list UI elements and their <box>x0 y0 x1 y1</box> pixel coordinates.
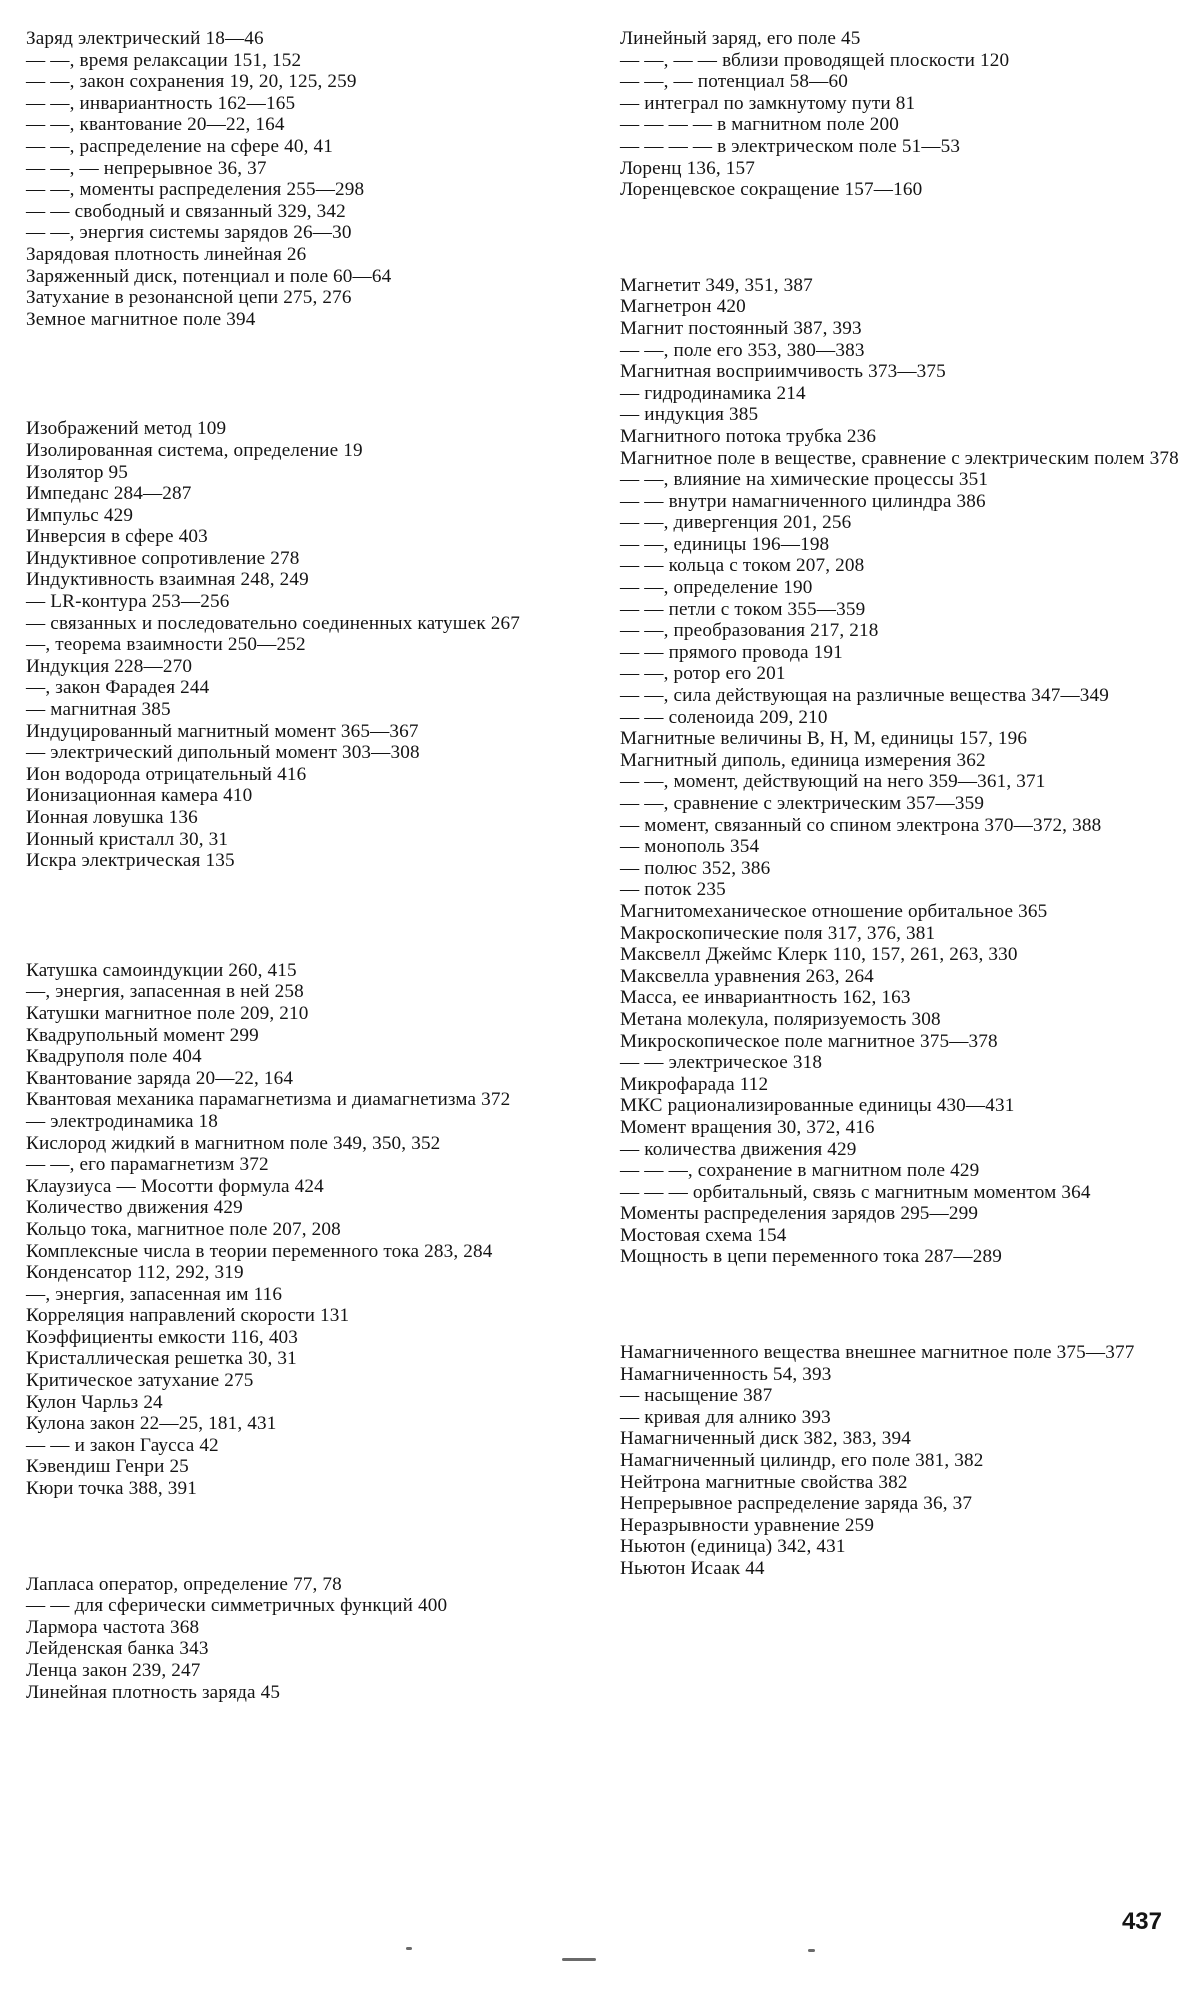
index-entry: Инверсия в сфере 403 <box>26 526 208 548</box>
index-entry: — поток 235 <box>620 879 726 901</box>
index-entry: — кривая для алнико 393 <box>620 1406 831 1428</box>
index-entry: Мостовая схема 154 <box>620 1224 787 1246</box>
index-entry: — — соленоида 209, 210 <box>620 706 828 728</box>
index-entry: — — и закон Гаусса 42 <box>26 1434 219 1456</box>
index-entry: — —, влияние на химические процессы 351 <box>620 469 989 491</box>
index-entry: — —, моменты распределения 255—298 <box>26 179 365 201</box>
index-entry: Квантование заряда 20—22, 164 <box>26 1067 294 1089</box>
index-entry: — — —, сохранение в магнитном поле 429 <box>620 1160 980 1182</box>
index-entry: Критическое затухание 275 <box>26 1370 254 1392</box>
index-entry: Намагниченный цилиндр, его поле 381, 382 <box>620 1450 984 1472</box>
index-entry: Ленца закон 239, 247 <box>26 1660 201 1681</box>
index-entry: Намагниченный диск 382, 383, 394 <box>620 1428 911 1450</box>
index-entry: Кулон Чарльз 24 <box>26 1391 163 1413</box>
index-entry: Непрерывное распределение заряда 36, 37 <box>620 1493 973 1515</box>
index-entry: — —, сравнение с электрическим 357—359 <box>620 793 985 814</box>
index-entry: Индуцированный магнитный момент 365—367 <box>26 720 419 742</box>
index-entry: Индукция 228—270 <box>26 655 193 677</box>
index-entry: Коэффициенты емкости 116, 403 <box>26 1326 299 1348</box>
index-entry: — —, энергия системы зарядов 26—30 <box>26 222 352 244</box>
print-smudge <box>808 1949 815 1952</box>
index-entry: Момент вращения 30, 372, 416 <box>620 1116 875 1138</box>
index-entry: — —, ротор его 201 <box>620 663 786 685</box>
index-group-l-cont <box>620 28 1192 201</box>
index-entry: — электрический дипольный момент 303—308 <box>26 742 420 764</box>
index-entry: Затухание в резонансной цепи 275, 276 <box>26 287 352 309</box>
index-entry: — —, распределение на сфере 40, 41 <box>26 135 333 157</box>
index-entry: Клаузиуса — Мосотти формула 424 <box>26 1175 324 1197</box>
index-entry: —, закон Фарадея 244 <box>26 677 210 699</box>
index-entry: Неразрывности уравнение 259 <box>620 1514 875 1536</box>
index-entry: Кулона закон 22—25, 181, 431 <box>26 1413 277 1435</box>
index-entry: Магнитного потока трубка 236 <box>620 425 877 447</box>
index-entry: Кислород жидкий в магнитном поле 349, 350, 352 <box>26 1132 441 1154</box>
index-entry: Изображений метод 109 <box>26 418 227 440</box>
index-entry: — —, его парамагнетизм 372 <box>26 1154 269 1176</box>
index-entry: Линейная плотность заряда 45 <box>26 1681 281 1703</box>
print-smudge <box>406 1947 412 1950</box>
index-entry: — —, инвариантность 162—165 <box>26 92 296 114</box>
index-entry: Кюри точка 388, 391 <box>26 1478 198 1500</box>
index-entry: Катушка самоиндукции 260, 415 <box>26 959 297 981</box>
index-entry: Квадрупольный момент 299 <box>26 1024 259 1046</box>
index-entry: МКС рационализированные единицы 430—431 <box>620 1095 1015 1117</box>
index-entry: — —, поле его 353, 380—383 <box>620 339 865 361</box>
index-entry: Микроскопическое поле магнитное 375—378 <box>620 1030 998 1052</box>
print-smudge <box>562 1958 596 1961</box>
index-entry: Изолятор 95 <box>26 461 129 483</box>
index-entry: Лейденская банка 343 <box>26 1638 209 1660</box>
index-entry: — — петли с током 355—359 <box>620 598 866 620</box>
index-entry: Магнитная восприимчивость 373—375 <box>620 361 946 383</box>
index-entry: Земное магнитное поле 394 <box>26 308 256 330</box>
index-entry: — —, квантование 20—22, 164 <box>26 114 285 136</box>
index-entry: — — прямого провода 191 <box>620 641 843 663</box>
index-group-k <box>26 960 586 1500</box>
index-group-m <box>620 275 1192 1268</box>
index-entry: Заряд электрический 18—46 <box>26 28 264 49</box>
index-entry: — —, сила действующая на различные вещества 347—349 <box>620 685 1110 707</box>
index-entry: — количества движения 429 <box>620 1138 857 1160</box>
index-entry: — магнитная 385 <box>26 699 171 721</box>
index-entry: Максвелла уравнения 263, 264 <box>620 965 874 987</box>
index-entry: Нейтрона магнитные свойства 382 <box>620 1471 908 1493</box>
right-column <box>620 28 1192 1580</box>
index-entry: — гидродинамика 214 <box>620 382 806 404</box>
index-entry: — индукция 385 <box>620 404 759 426</box>
index-entry: Лармора частота 368 <box>26 1616 200 1638</box>
index-entry: — насыщение 387 <box>620 1385 773 1407</box>
index-entry: — —, единицы 196—198 <box>620 533 830 555</box>
index-entry: — электродинамика 18 <box>26 1110 219 1132</box>
index-entry: Заряженный диск, потенциал и поле 60—64 <box>26 265 392 287</box>
index-entry: Кристаллическая решетка 30, 31 <box>26 1348 297 1370</box>
index-entry: Моменты распределения зарядов 295—299 <box>620 1203 979 1225</box>
index-entry: — — кольца с током 207, 208 <box>620 555 865 577</box>
index-entry: Ионизационная камера 410 <box>26 785 253 807</box>
index-entry: Кэвендиш Генри 25 <box>26 1456 189 1478</box>
index-entry: Ионный кристалл 30, 31 <box>26 828 229 850</box>
index-entry: Лоренцевское сокращение 157—160 <box>620 179 923 201</box>
index-entry: — —, закон сохранения 19, 20, 125, 259 <box>26 71 357 93</box>
index-entry: Искра электрическая 135 <box>26 850 235 872</box>
index-entry: Магнетит 349, 351, 387 <box>620 274 813 296</box>
index-entry: — — свободный и связанный 329, 342 <box>26 200 346 222</box>
index-entry: —, теорема взаимности 250—252 <box>26 634 306 656</box>
index-entry: — — внутри намагниченного цилиндра 386 <box>620 490 986 512</box>
index-group-i <box>26 418 586 871</box>
index-group-l <box>26 1574 586 1704</box>
index-entry: Изолированная система, определение 19 <box>26 439 363 461</box>
index-entry: Ньютон (единица) 342, 431 <box>620 1536 846 1558</box>
index-entry: Магнитное поле в веществе, сравнение с электрическим полем 378 <box>620 447 1179 469</box>
index-entry: — монополь 354 <box>620 836 760 858</box>
index-entry: Мощность в цепи переменного тока 287—289 <box>620 1246 1003 1268</box>
index-entry: — — — — в электрическом поле 51—53 <box>620 135 961 157</box>
index-entry: Ньютон Исаак 44 <box>620 1558 765 1579</box>
index-entry: Лапласа оператор, определение 77, 78 <box>26 1573 342 1595</box>
index-entry: —, энергия, запасенная в ней 258 <box>26 981 304 1003</box>
page-number: 437 <box>1121 1908 1162 1935</box>
index-entry: — —, дивергенция 201, 256 <box>620 512 852 534</box>
index-entry: — —, момент, действующий на него 359—361, 371 <box>620 771 1046 793</box>
index-entry: —, энергия, запасенная им 116 <box>26 1283 283 1305</box>
index-entry: — момент, связанный со спином электрона 370—372, 388 <box>620 814 1102 836</box>
index-entry: — —, время релаксации 151, 152 <box>26 49 302 71</box>
index-group-n <box>620 1342 1192 1580</box>
index-entry: Магнитный диполь, единица измерения 362 <box>620 749 986 771</box>
left-column <box>26 28 586 1703</box>
index-entry: Магнетрон 420 <box>620 296 746 318</box>
index-entry: Квадруполя поле 404 <box>26 1046 202 1068</box>
index-entry: — полюс 352, 386 <box>620 857 771 879</box>
index-entry: Макроскопические поля 317, 376, 381 <box>620 922 936 944</box>
index-entry: — —, — потенциал 58—60 <box>620 71 848 93</box>
index-entry: Катушки магнитное поле 209, 210 <box>26 1002 309 1024</box>
index-entry: — —, — — вблизи проводящей плоскости 120 <box>620 49 1010 71</box>
index-entry: Масса, ее инвариантность 162, 163 <box>620 987 911 1009</box>
index-entry: Индуктивное сопротивление 278 <box>26 547 300 569</box>
index-entry: Корреляция направлений скорости 131 <box>26 1305 350 1327</box>
index-entry: Намагниченного вещества внешнее магнитное поле 375—377 <box>620 1342 1135 1364</box>
index-entry: Кольцо тока, магнитное поле 207, 208 <box>26 1218 341 1240</box>
index-entry: — связанных и последовательно соединенных катушек 267 <box>26 612 521 634</box>
index-entry: Комплексные числа в теории переменного тока 283, 284 <box>26 1240 493 1262</box>
index-entry: Количество движения 429 <box>26 1197 243 1219</box>
index-entry: Магнитные величины В, Н, М, единицы 157, 196 <box>620 728 1028 750</box>
index-entry: Метана молекула, поляризуемость 308 <box>620 1008 941 1030</box>
index-entry: — интеграл по замкнутому пути 81 <box>620 92 916 114</box>
index-entry: Микрофарада 112 <box>620 1073 769 1095</box>
index-entry: Лоренц 136, 157 <box>620 157 755 179</box>
index-entry: Ионная ловушка 136 <box>26 807 198 828</box>
index-group-ze <box>26 28 586 330</box>
index-entry: Магнитомеханическое отношение орбитальное 365 <box>620 900 1048 922</box>
index-entry: — — — — в магнитном поле 200 <box>620 114 900 136</box>
index-entry: — — электрическое 318 <box>620 1052 823 1074</box>
index-entry: Индуктивность взаимная 248, 249 <box>26 569 309 591</box>
index-entry: Конденсатор 112, 292, 319 <box>26 1262 244 1284</box>
index-entry: — —, — непрерывное 36, 37 <box>26 157 267 179</box>
index-entry: — —, преобразования 217, 218 <box>620 620 879 642</box>
index-entry: Линейный заряд, его поле 45 <box>620 28 861 49</box>
index-entry: Магнит постоянный 387, 393 <box>620 317 862 339</box>
index-entry: Максвелл Джеймс Клерк 110, 157, 261, 263, 330 <box>620 944 1018 966</box>
index-entry: Зарядовая плотность линейная 26 <box>26 243 307 265</box>
index-entry: — — — орбитальный, связь с магнитным моментом 364 <box>620 1181 1091 1203</box>
index-entry: Ион водорода отрицательный 416 <box>26 763 307 785</box>
index-entry: Импеданс 284—287 <box>26 483 192 505</box>
index-entry: — — для сферически симметричных функций 400 <box>26 1595 448 1617</box>
index-entry: Намагниченность 54, 393 <box>620 1363 832 1385</box>
index-entry: Квантовая механика парамагнетизма и диамагнетизма 372 <box>26 1089 511 1111</box>
index-entry: — LR-контура 253—256 <box>26 591 230 613</box>
index-entry: — —, определение 190 <box>620 577 813 599</box>
index-entry: Импульс 429 <box>26 504 134 526</box>
